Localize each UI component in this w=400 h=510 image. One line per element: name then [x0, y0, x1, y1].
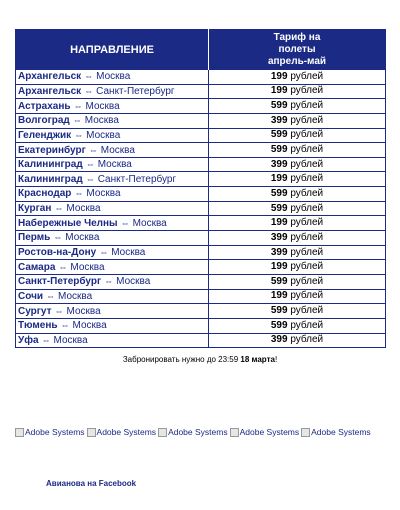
- fare-amount: 399: [270, 158, 288, 170]
- fare-currency: рублей: [290, 202, 324, 214]
- logo-alt-text: Adobe Systems: [25, 427, 85, 437]
- fare-amount: 599: [270, 144, 288, 156]
- origin-city: Санкт-Петербург: [18, 276, 102, 288]
- fare-currency: рублей: [290, 114, 324, 126]
- table-row: [16, 128, 386, 143]
- fare-amount: 599: [270, 202, 288, 214]
- round-trip-arrow-icon: ⇔: [53, 232, 63, 243]
- logo-alt-text: Adobe Systems: [311, 427, 371, 437]
- round-trip-arrow-icon: ⇔: [104, 276, 114, 287]
- fare-amount: 199: [270, 261, 288, 273]
- fare-cell: [209, 70, 386, 85]
- broken-image-icon: [230, 428, 239, 437]
- fare-amount: 599: [270, 187, 288, 199]
- fare-amount: 199: [270, 70, 288, 82]
- table-row: [16, 113, 386, 128]
- fare-amount: 599: [270, 319, 288, 331]
- origin-city: Калининград: [18, 173, 83, 185]
- partner-logos: [15, 427, 371, 437]
- broken-image-icon: [87, 428, 96, 437]
- fare-cell: [209, 143, 386, 158]
- fare-currency: рублей: [290, 85, 324, 97]
- destination-city: Москва: [53, 334, 88, 346]
- route-cell: [16, 318, 209, 333]
- fare-currency: рублей: [290, 231, 324, 243]
- destination-city: Санкт-Петербург: [96, 85, 175, 97]
- round-trip-arrow-icon: ⇔: [72, 115, 82, 126]
- logo-alt-text: Adobe Systems: [168, 427, 228, 437]
- fare-currency: рублей: [290, 290, 324, 302]
- fare-cell: [209, 289, 386, 304]
- table-row: [16, 231, 386, 246]
- route-cell: [16, 289, 209, 304]
- table-row: [16, 333, 386, 348]
- booking-deadline-note: [0, 355, 400, 364]
- fare-currency: рублей: [290, 129, 324, 141]
- route-cell: [16, 143, 209, 158]
- route-cell: [16, 187, 209, 202]
- fare-cell: [209, 274, 386, 289]
- fare-amount: 599: [270, 305, 288, 317]
- destination-city: Москва: [132, 217, 167, 229]
- destination-city: Москва: [86, 129, 121, 141]
- round-trip-arrow-icon: ⇔: [85, 173, 95, 184]
- table-row: [16, 304, 386, 319]
- fare-amount: 399: [270, 231, 288, 243]
- destination-city: Москва: [111, 247, 146, 258]
- fare-currency: рублей: [290, 275, 324, 287]
- fare-currency: рублей: [290, 319, 324, 331]
- route-cell: [16, 113, 209, 128]
- fare-cell: [209, 231, 386, 246]
- round-trip-arrow-icon: ⇔: [60, 320, 70, 331]
- round-trip-arrow-icon: ⇔: [84, 85, 94, 96]
- destination-city: Санкт-Петербург: [97, 173, 177, 185]
- fare-cell: [209, 318, 386, 333]
- fare-cell: [209, 128, 386, 143]
- broken-image-icon: [15, 428, 24, 437]
- round-trip-arrow-icon: ⇔: [85, 159, 95, 170]
- fare-cell: [209, 216, 386, 231]
- fare-currency: рублей: [290, 217, 324, 229]
- origin-city: Краснодар: [18, 188, 72, 200]
- note-text: Забронировать нужно до 23:59: [122, 355, 239, 364]
- origin-city: Калининград: [18, 159, 83, 171]
- destination-city: Москва: [66, 305, 101, 317]
- table-row: [16, 70, 386, 85]
- origin-city: Уфа: [18, 334, 39, 346]
- origin-city: Пермь: [18, 232, 51, 244]
- destination-city: Москва: [72, 320, 107, 332]
- fare-currency: рублей: [290, 158, 324, 170]
- destination-city: Москва: [65, 232, 100, 244]
- route-cell: [16, 128, 209, 143]
- origin-city: Ростов-на-Дону: [18, 247, 97, 258]
- round-trip-arrow-icon: ⇔: [73, 100, 83, 111]
- table-row: [16, 84, 386, 99]
- fare-cell: [209, 245, 386, 260]
- route-cell: [16, 70, 209, 85]
- route-cell: [16, 157, 209, 172]
- route-cell: [16, 245, 209, 260]
- header-fare-line: Тариф на: [273, 31, 321, 43]
- destination-city: Москва: [70, 261, 105, 273]
- origin-city: Курган: [18, 203, 52, 215]
- destination-city: Москва: [96, 71, 131, 83]
- round-trip-arrow-icon: ⇔: [74, 129, 84, 140]
- round-trip-arrow-icon: ⇔: [88, 144, 98, 155]
- fare-currency: рублей: [290, 144, 324, 156]
- table-header-row: [16, 30, 386, 70]
- fare-currency: рублей: [290, 305, 324, 317]
- round-trip-arrow-icon: ⇔: [46, 290, 56, 301]
- origin-city: Геленджик: [18, 129, 72, 141]
- round-trip-arrow-icon: ⇔: [41, 334, 51, 345]
- route-cell: [16, 304, 209, 319]
- fare-cell: [209, 304, 386, 319]
- fare-currency: рублей: [290, 187, 324, 199]
- round-trip-arrow-icon: ⇔: [120, 217, 130, 228]
- destination-city: Москва: [66, 203, 101, 215]
- origin-city: Екатеринбург: [18, 144, 86, 156]
- fare-cell: [209, 260, 386, 275]
- origin-city: Сургут: [18, 305, 52, 317]
- fare-currency: рублей: [290, 334, 324, 346]
- destination-city: Москва: [85, 100, 120, 112]
- fare-amount: 199: [270, 217, 288, 229]
- route-cell: [16, 216, 209, 231]
- fare-amount: 199: [270, 173, 288, 185]
- round-trip-arrow-icon: ⇔: [99, 247, 109, 257]
- fare-amount: 599: [270, 275, 288, 287]
- round-trip-arrow-icon: ⇔: [54, 305, 64, 316]
- fare-cell: [209, 201, 386, 216]
- fare-amount: 199: [270, 290, 288, 302]
- fare-cell: [209, 187, 386, 202]
- fare-cell: [209, 113, 386, 128]
- logo-alt-text: Adobe Systems: [239, 427, 300, 437]
- round-trip-arrow-icon: ⇔: [54, 203, 64, 214]
- table-row: [16, 143, 386, 158]
- table-row: [16, 216, 386, 231]
- broken-image-icon: [158, 428, 167, 437]
- header-direction: НАПРАВЛЕНИЕ: [16, 30, 209, 70]
- table-row: [16, 260, 386, 275]
- fare-cell: [209, 172, 386, 187]
- origin-city: Набережные Челны: [18, 217, 118, 229]
- table-row: [16, 289, 386, 304]
- origin-city: Самара: [18, 261, 56, 273]
- route-cell: [16, 260, 209, 275]
- destination-city: Москва: [100, 144, 135, 156]
- table-row: [16, 157, 386, 172]
- adobe-logo-link[interactable]: [301, 427, 371, 437]
- route-cell: [16, 274, 209, 289]
- route-cell: [16, 201, 209, 216]
- round-trip-arrow-icon: ⇔: [74, 188, 84, 199]
- facebook-link[interactable]: Авианова на Facebook: [46, 479, 137, 488]
- table-row: [16, 187, 386, 202]
- fare-cell: [209, 84, 386, 99]
- header-fare: [209, 30, 386, 70]
- table-row: [16, 318, 386, 333]
- destination-city: Москва: [86, 188, 121, 200]
- route-cell: [16, 231, 209, 246]
- route-cell: [16, 99, 209, 114]
- fare-rows: [16, 70, 386, 348]
- table-row: [16, 201, 386, 216]
- note-deadline: 18 марта: [240, 355, 275, 364]
- round-trip-arrow-icon: ⇔: [84, 71, 94, 82]
- origin-city: Тюмень: [18, 320, 58, 332]
- header-fare-line: полеты: [278, 43, 316, 55]
- table-row: [16, 99, 386, 114]
- logo-alt-text: Adobe Systems: [96, 427, 157, 437]
- adobe-logo-link[interactable]: [87, 427, 157, 437]
- route-cell: [16, 84, 209, 99]
- table-row: [16, 172, 386, 187]
- adobe-logo-link[interactable]: [15, 427, 85, 437]
- table-row: [16, 245, 386, 260]
- broken-image-icon: [301, 428, 310, 437]
- destination-city: Москва: [116, 276, 151, 288]
- fare-amount: 599: [270, 129, 288, 141]
- table-row: [16, 274, 386, 289]
- adobe-logo-link[interactable]: [158, 427, 228, 437]
- route-cell: [16, 172, 209, 187]
- fare-currency: рублей: [290, 173, 324, 185]
- fare-amount: 399: [270, 114, 288, 126]
- origin-city: Волгоград: [18, 115, 70, 127]
- fare-amount: 399: [270, 246, 288, 258]
- header-fare-line: апрель-май: [267, 55, 327, 67]
- fare-cell: [209, 157, 386, 172]
- origin-city: Сочи: [18, 290, 44, 302]
- fare-currency: рублей: [290, 100, 324, 112]
- fare-table: [15, 29, 386, 348]
- fare-currency: рублей: [290, 246, 324, 258]
- fare-cell: [209, 99, 386, 114]
- round-trip-arrow-icon: ⇔: [58, 261, 68, 272]
- route-cell: [16, 333, 209, 348]
- note-suffix: !: [274, 355, 278, 364]
- origin-city: Архангельск: [18, 71, 82, 83]
- fare-amount: 399: [270, 334, 288, 346]
- adobe-logo-link[interactable]: [230, 427, 300, 437]
- destination-city: Москва: [58, 290, 93, 302]
- destination-city: Москва: [97, 159, 132, 171]
- origin-city: Архангельск: [18, 85, 82, 97]
- fare-cell: [209, 333, 386, 348]
- destination-city: Москва: [84, 115, 119, 127]
- origin-city: Астрахань: [18, 100, 71, 112]
- fare-amount: 599: [270, 100, 288, 112]
- fare-currency: рублей: [290, 70, 324, 82]
- fare-amount: 199: [270, 85, 288, 97]
- fare-currency: рублей: [290, 261, 324, 273]
